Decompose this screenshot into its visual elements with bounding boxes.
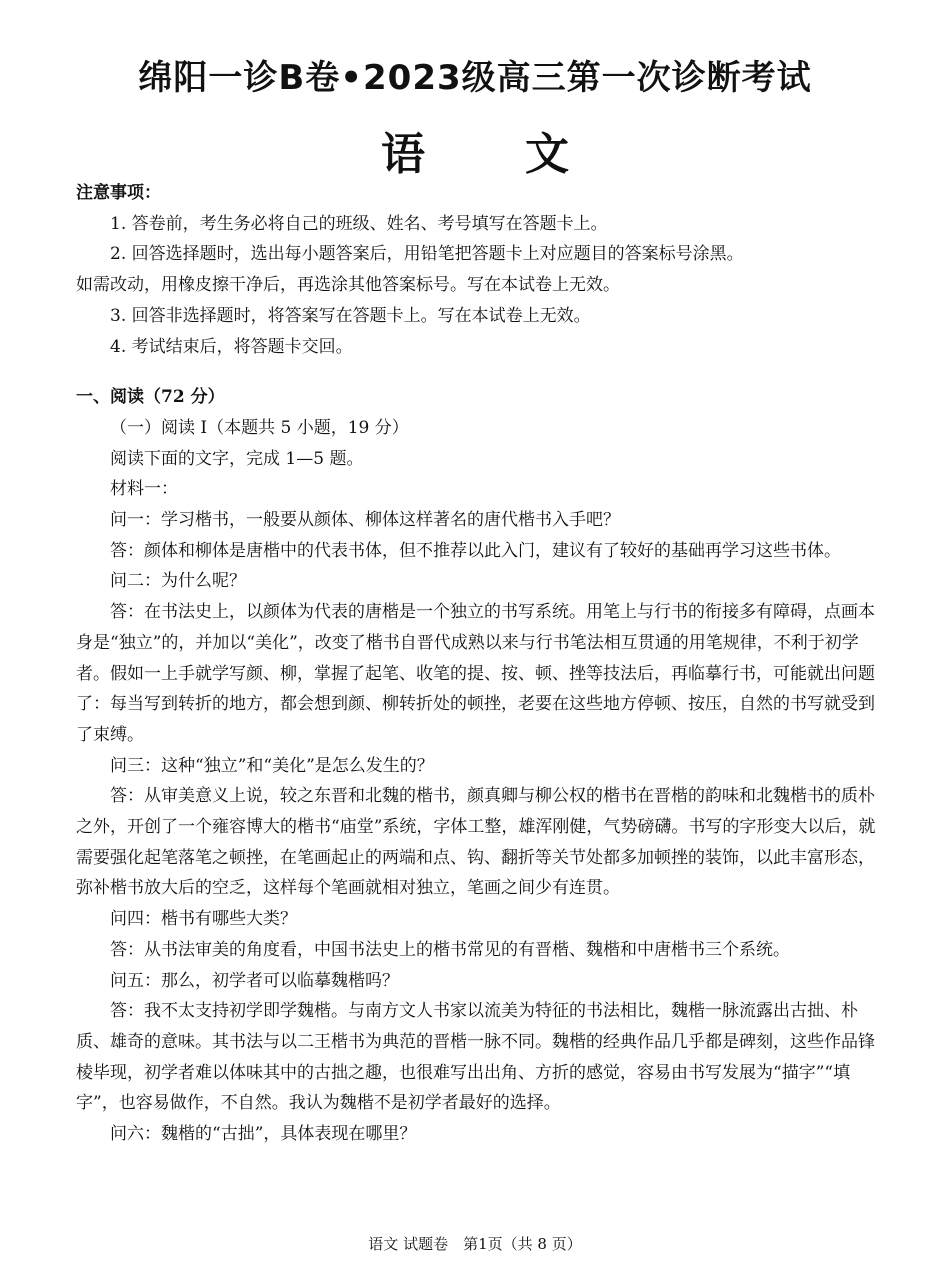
material-label: 材料一： [110,479,178,500]
notice-item-continued: 如需改动，用橡皮擦干净后，再选涂其他答案标号。写在本试卷上无效。 [76,275,620,296]
answer-5: 答：我不太支持初学即学魏楷。与南方文人书家以流美为特征的书法相比，魏楷一脉流露出古拙、朴质、雄奇的意味。其书法与以二王楷书为典范的晋楷一脉不同。魏楷的经典作品几乎都是碑刻，这些作品锋棱毕现，初学者难以体味其中的古拙之趣，也很难写出出角、方折的感觉，容易由书写发展为“描字”“填字”，也容易做作，不自然。我认为魏楷不是初学者最好的选择。 [76,1001,875,1114]
exam-body [76,178,876,1150]
question-3: 问三：这种“独立”和“美化”是怎么发生的？ [110,755,434,776]
notice-item: 1. 答卷前，考生务必将自己的班级、姓名、考号填写在答题卡上。 [110,213,608,234]
exam-title: 绵阳一诊B卷•2023级高三第一次诊断考试 [138,58,812,98]
page-footer: 语文 试题卷 第1页（共 8 页） [368,1235,582,1253]
notice-heading: 注意事项： [76,183,161,203]
answer-1: 答：颜体和柳体是唐楷中的代表书体，但不推荐以此入门，建议有了较好的基础再学习这些书体。 [110,540,841,561]
question-1: 问一：学习楷书，一般要从颜体、柳体这样著名的唐代楷书入手吧？ [110,510,620,531]
subject-title: 语文 [381,129,669,180]
answer-3: 答：从审美意义上说，较之东晋和北魏的楷书，颜真卿与柳公权的楷书在晋楷的韵味和北魏楷书的质朴之外，开创了一个雍容博大的楷书“庙堂”系统，字体工整，雄浑刚健，气势磅礴。书写的字形变大以后，就需要强化起笔落笔之顿挫，在笔画起止的两端和点、钩、翻折等关节处都多加顿挫的装饰，以此丰富形态，弥补楷书放大后的空乏，这样每个笔画就相对独立，笔画之间少有连贯。 [76,786,876,899]
notice-item: 3. 回答非选择题时，将答案写在答题卡上。写在本试卷上无效。 [110,305,591,326]
notice-item: 2. 回答选择题时，选出每小题答案后，用铅笔把答题卡上对应题目的答案标号涂黑。 [110,244,744,265]
answer-2: 答：在书法史上，以颜体为代表的唐楷是一个独立的书写系统。用笔上与行书的衔接多有障碍，点画本身是“独立”的，并加以“美化”，改变了楷书自晋代成熟以来与行书笔法相互贯通的用笔规律，不利于初学者。假如一上手就学写颜、柳，掌握了起笔、收笔的提、按、顿、挫等技法后，再临摹行书，可能就出问题了：每当写到转折的地方，都会想到颜、柳转折处的顿挫，老要在这些地方停顿、按压，自然的书写就受到了束缚。 [76,602,875,745]
section-title: 一、阅读（72 分） [76,387,225,408]
notice-item: 4. 考试结束后，将答题卡交回。 [110,336,353,357]
question-5: 问五：那么，初学者可以临摹魏楷吗？ [110,970,399,991]
answer-4: 答：从书法审美的角度看，中国书法史上的楷书常见的有晋楷、魏楷和中唐楷书三个系统。 [110,939,790,960]
instruction-text: 阅读下面的文字，完成 1—5 题。 [110,448,364,469]
question-2: 问二：为什么呢？ [110,571,246,592]
subsection-title: （一）阅读 I（本题共 5 小题，19 分） [110,417,409,438]
question-6: 问六：魏楷的“古拙”，具体表现在哪里？ [110,1124,417,1145]
question-4: 问四：楷书有哪些大类？ [110,909,297,930]
